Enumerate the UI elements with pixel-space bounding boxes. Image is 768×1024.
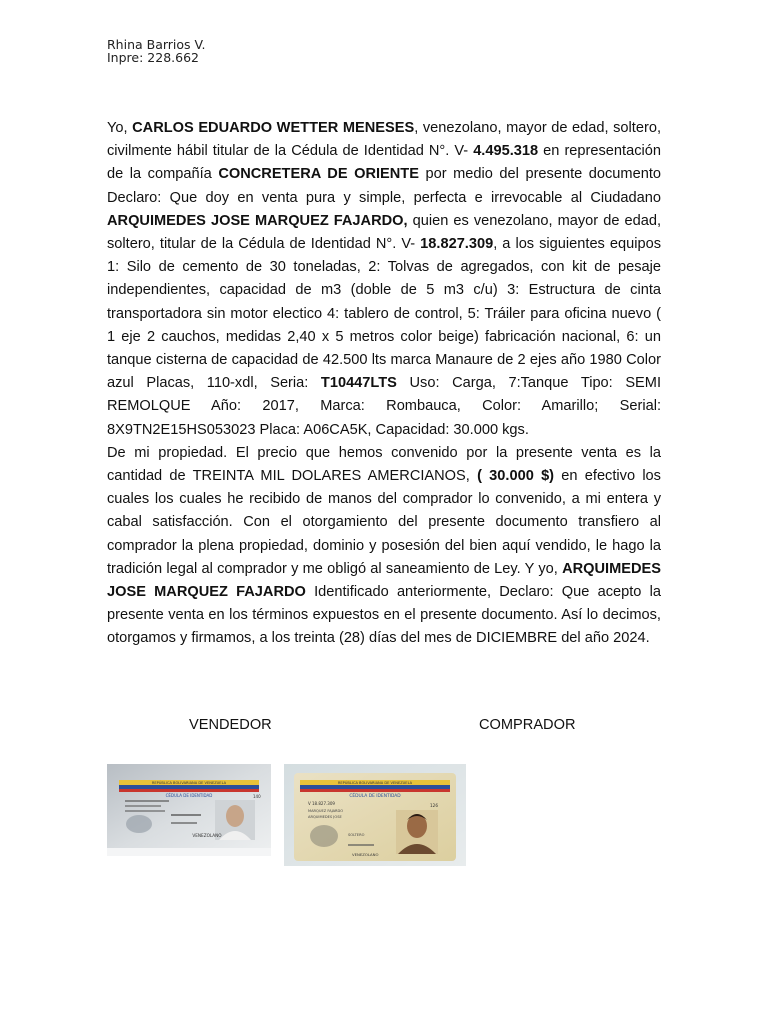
text-run: Yo, (107, 120, 133, 136)
document-header (107, 38, 205, 64)
seller-name: CARLOS EDUARDO WETTER MENESES (132, 120, 415, 136)
buyer-name: ARQUIMEDES JOSE MARQUEZ FAJARDO, (107, 212, 408, 229)
svg-text:140: 140 (253, 794, 261, 799)
tank-serial: T10447LTS (320, 375, 397, 392)
seller-label: VENDEDOR (189, 717, 272, 733)
svg-text:REPÚBLICA BOLIVARIANA DE VENEZ: REPÚBLICA BOLIVARIANA DE VENEZUELA (337, 781, 413, 785)
svg-text:126: 126 (430, 803, 438, 808)
text-run: quien es venezolano, mayor de edad, soltero, titular de la Cédula de Identidad N°. V- (107, 212, 661, 253)
svg-text:CÉDULA DE IDENTIDAD: CÉDULA DE IDENTIDAD (165, 793, 213, 798)
seller-id-card-image (107, 764, 271, 856)
svg-text:REPÚBLICA BOLIVARIANA DE VENEZ: REPÚBLICA BOLIVARIANA DE VENEZUELA (151, 781, 227, 785)
svg-text:V 18.827.309: V 18.827.309 (308, 801, 335, 806)
price-amount: ( 30.000 $) (477, 468, 555, 485)
svg-text:MARQUEZ FAJARDO: MARQUEZ FAJARDO (308, 809, 344, 813)
seller-id-number: 4.495.318 (473, 143, 539, 160)
text-run: De mi propiedad. El precio que hemos convenido por la presente venta es la cantidad de TREINTA MIL DOLARES AMERCIANOS, (107, 444, 661, 485)
inpre-number: Inpre: 228.662 (107, 50, 199, 65)
svg-text:VENEZOLANO: VENEZOLANO (192, 833, 222, 838)
seller-id-card-photo (107, 764, 271, 856)
text-run: por medio del presente documento Declaro: Que doy en venta pura y simple, perfecta e irrevocable al Ciudadano (107, 166, 661, 206)
company-name: CONCRETERA DE ORIENTE (218, 166, 419, 183)
buyer-label: COMPRADOR (479, 717, 576, 733)
text-run: Uso: Carga, 7:Tanque Tipo: SEMI REMOLQUE Año: 2017, Marca: Rombauca, Color: Amarillo; Serial: 8X9TN2E15HS053023 Placa: A06CA5K, Capacidad: 30.000 kgs. (107, 375, 661, 438)
svg-text:SOLTERO: SOLTERO (348, 833, 365, 837)
svg-text:VENEZOLANO: VENEZOLANO (352, 852, 379, 857)
sale-paragraph (107, 117, 661, 442)
document-body (107, 117, 661, 651)
price-paragraph (107, 442, 661, 651)
text-run: , venezolano, mayor de edad, soltero, civilmente hábil titular de la Cédula de Identidad N°. V- (107, 120, 661, 160)
svg-text:ARQUIMEDES JOSE: ARQUIMEDES JOSE (308, 815, 342, 819)
text-run: , a los siguientes equipos 1: Silo de cemento de 30 toneladas, 2: Tolvas de agregados, con kit de pesaje independientes, capacidad de m3 (doble de 5 m3 c/u) 3: Estructura de cinta transportadora sin motor electico 4: tablero de control, 5: Tráiler para oficina nuevo ( 1 eje 2 cauchos, medidas 2,40 x 5 metros color beige) fabricación nacional, 6: un tanque cisterna de capacidad de 42.500 lts marca Manaure de 2 ejes año 1980 Color azul Placas, 110-xdl, Seria: (107, 236, 662, 392)
buyer-id-card-photo (284, 764, 466, 866)
buyer-id-number: 18.827.309 (420, 236, 494, 253)
text-run: en representación de la compañía (107, 143, 661, 183)
buyer-id-card-image (284, 764, 466, 866)
text-run: en efectivo los cuales los cuales he recibido de manos del comprador lo convenido, a mi entera y cabal satisfacción. Con el otorgamiento del presente documento transfiero al comprador la plena propiedad, dominio y posesión del bien aquí vendido, le hago la tradición legal al comprador y me obligó al saneamiento de Ley. Y yo, (107, 468, 661, 577)
author-name: Rhina Barrios V. (107, 37, 206, 52)
buyer-name-repeat: ARQUIMEDES JOSE MARQUEZ FAJARDO (107, 560, 661, 601)
svg-text:CÉDULA DE IDENTIDAD: CÉDULA DE IDENTIDAD (349, 794, 401, 799)
text-run: Identificado anteriormente, Declaro: Que acepto la presente venta en los términos expuestos en el presente documento. Así lo decimos, otorgamos y firmamos, a los treinta (28) días del mes de DICIEMBRE del año 2024. (107, 584, 661, 647)
